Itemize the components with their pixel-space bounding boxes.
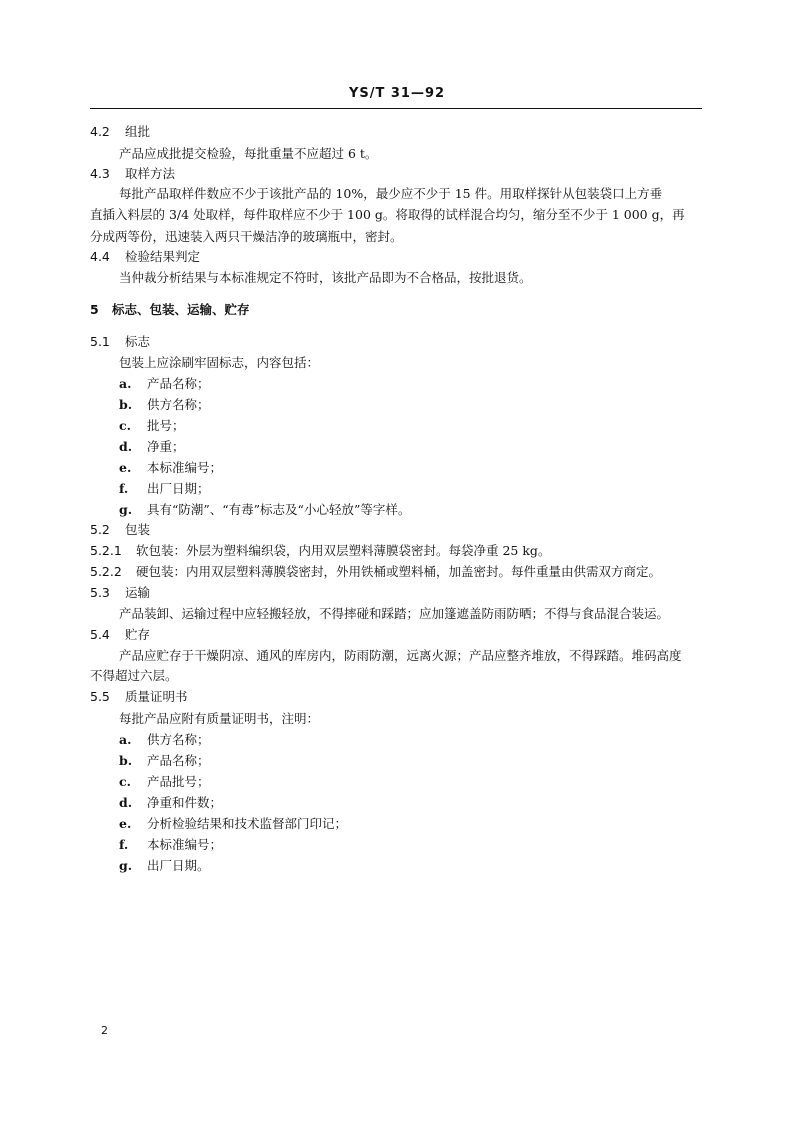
- list-item: [119, 397, 210, 413]
- section-number: 4.2: [90, 124, 110, 139]
- section-number: 5.5: [90, 689, 110, 704]
- section-4-2-body: 产品应成批提交检验，每批重量不应超过 6 t。: [119, 146, 378, 161]
- section-5-4-body-line-1: 产品应贮存于干燥阴凉、通风的库房内，防雨防潮，远离火源；产品应整齐堆放，不得踩踏。堆码高度: [119, 648, 682, 663]
- section-title: 质量证明书: [125, 689, 188, 704]
- list-item-label: d.: [119, 795, 133, 810]
- list-item-text: 出厂日期；: [147, 481, 210, 496]
- section-title: 组批: [125, 124, 151, 139]
- section-5-2-heading: [90, 522, 150, 538]
- list-item-label: a.: [119, 376, 132, 391]
- list-item: [119, 418, 185, 434]
- section-number: 5.1: [90, 334, 110, 349]
- section-4-3-heading: [90, 166, 175, 182]
- list-item-text: 产品名称；: [147, 376, 210, 391]
- list-item-label: f.: [119, 837, 129, 852]
- section-4-4-body: 当仲裁分析结果与本标准规定不符时，该批产品即为不合格品，按批退货。: [119, 270, 532, 285]
- list-item: [119, 439, 185, 455]
- section-number: 4.4: [90, 249, 110, 264]
- section-4-3-body-line-2: 直插入料层的 3/4 处取样，每件取样应不少于 100 g。将取得的试样混合均匀，缩分至不少于 1 000 g，再: [90, 207, 685, 222]
- clause-number: 5.2.1: [90, 543, 122, 558]
- list-item-text: 净重和件数；: [147, 795, 223, 810]
- section-5-5-heading: [90, 689, 188, 705]
- section-4-3-body-line-1: 每批产品取样件数应不少于该批产品的 10%，最少应不少于 15 件。用取样探针从包装袋口上方垂: [119, 186, 663, 201]
- clause-5-2-1: [90, 543, 550, 559]
- list-item: [119, 481, 210, 497]
- clause-5-2-2: [90, 564, 661, 580]
- section-5-3-body: 产品装卸、运输过程中应轻搬轻放，不得摔碰和踩踏；应加篷遮盖防雨防晒；不得与食品混合装运。: [119, 606, 670, 621]
- section-4-3-body-line-3: 分成两等份，迅速装入两只干燥洁净的玻璃瓶中，密封。: [90, 229, 403, 244]
- list-item: [119, 837, 222, 853]
- list-item-text: 产品名称；: [147, 753, 210, 768]
- section-title: 取样方法: [125, 166, 176, 181]
- section-5-1-heading: [90, 334, 150, 350]
- list-item-label: g.: [119, 502, 133, 517]
- list-item-text: 净重；: [147, 439, 185, 454]
- list-item-label: b.: [119, 753, 133, 768]
- section-title: 贮存: [125, 627, 151, 642]
- clause-text: 硬包装：内用双层塑料薄膜袋密封，外用铁桶或塑料桶，加盖密封。每件重量由供需双方商定。: [136, 564, 662, 579]
- section-title: 检验结果判定: [125, 249, 201, 264]
- section-5-1-intro: 包装上应涂刷牢固标志，内容包括：: [119, 355, 320, 370]
- list-item: [119, 795, 222, 811]
- list-item-text: 本标准编号；: [147, 837, 223, 852]
- list-item-text: 分析检验结果和技术监督部门印记；: [147, 816, 348, 831]
- section-5-5-intro: 每批产品应附有质量证明书，注明：: [119, 711, 320, 726]
- page-number: 2: [101, 1024, 108, 1037]
- list-item-label: a.: [119, 732, 132, 747]
- list-item-text: 批号；: [147, 418, 185, 433]
- list-item-text: 具有“防潮”、“有毒”标志及“小心轻放”等字样。: [147, 502, 411, 517]
- header-divider: [90, 108, 702, 109]
- list-item-text: 本标准编号；: [147, 460, 223, 475]
- list-item-text: 供方名称；: [147, 397, 210, 412]
- list-item-label: d.: [119, 439, 133, 454]
- list-item-text: 产品批号；: [147, 774, 210, 789]
- document-code-header: YS/T 31—92: [348, 86, 446, 101]
- list-item: [119, 460, 222, 476]
- list-item-label: b.: [119, 397, 133, 412]
- chapter-title: 标志、包装、运输、贮存: [112, 302, 250, 317]
- chapter-number: 5: [90, 302, 99, 317]
- section-5-3-heading: [90, 585, 150, 601]
- section-title: 标志: [125, 334, 151, 349]
- clause-text: 软包装：外层为塑料编织袋，内用双层塑料薄膜袋密封。每袋净重 25 kg。: [136, 543, 551, 558]
- list-item: [119, 858, 210, 874]
- list-item: [119, 774, 210, 790]
- list-item: [119, 753, 210, 769]
- list-item: [119, 502, 410, 518]
- section-5-4-heading: [90, 627, 150, 643]
- section-4-2-heading: [90, 124, 150, 140]
- section-title: 包装: [125, 522, 151, 537]
- clause-number: 5.2.2: [90, 564, 122, 579]
- list-item: [119, 816, 347, 832]
- list-item: [119, 376, 210, 392]
- list-item-label: c.: [119, 774, 131, 789]
- list-item-text: 出厂日期。: [147, 858, 210, 873]
- chapter-5-heading: [90, 302, 250, 318]
- section-number: 5.3: [90, 585, 110, 600]
- section-number: 5.4: [90, 627, 110, 642]
- list-item-text: 供方名称；: [147, 732, 210, 747]
- list-item-label: c.: [119, 418, 131, 433]
- section-number: 5.2: [90, 522, 110, 537]
- section-number: 4.3: [90, 166, 110, 181]
- list-item-label: f.: [119, 481, 129, 496]
- section-title: 运输: [125, 585, 151, 600]
- list-item: [119, 732, 210, 748]
- section-5-4-body-line-2: 不得超过六层。: [90, 668, 178, 683]
- list-item-label: e.: [119, 816, 132, 831]
- list-item-label: e.: [119, 460, 132, 475]
- list-item-label: g.: [119, 858, 133, 873]
- section-4-4-heading: [90, 249, 200, 265]
